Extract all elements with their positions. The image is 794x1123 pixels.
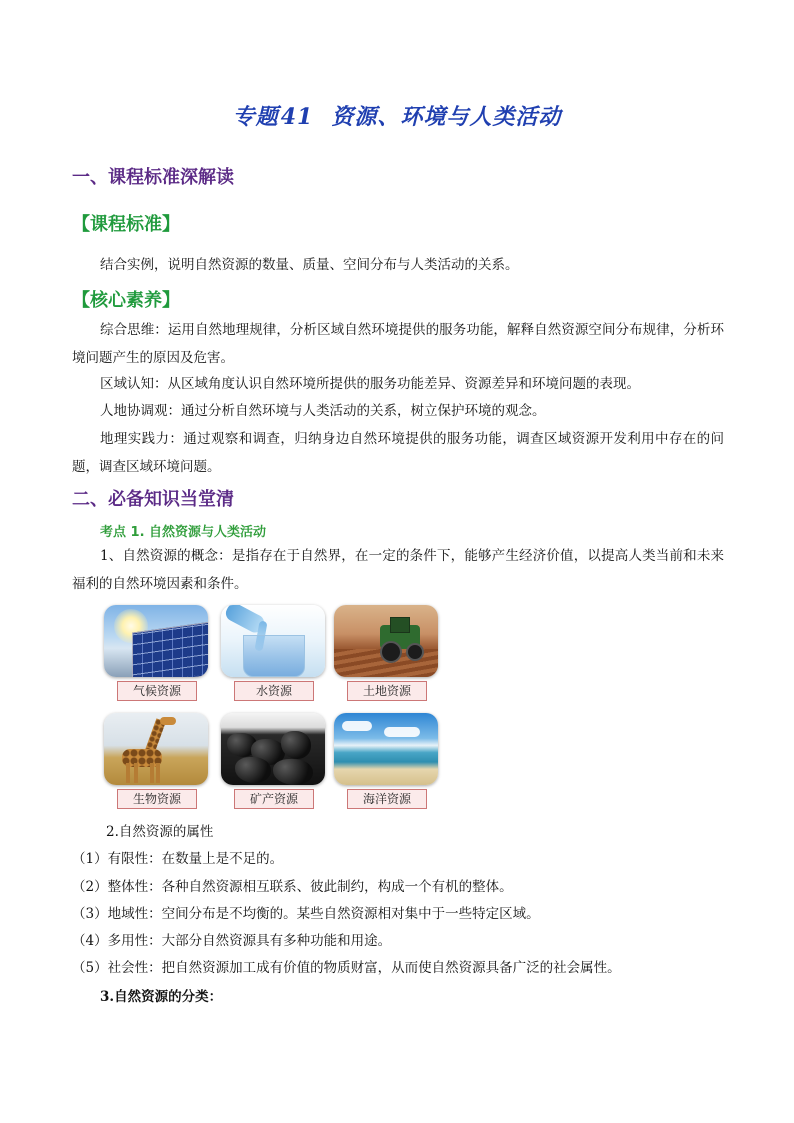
section2-heading: 二、必备知识当堂清 <box>72 489 234 510</box>
literacy-line-1: 综合思维：运用自然地理规律，分析区域自然环境提供的服务功能，解释自然资源空间分布规律，分析环境问题产生的原因及危害。 <box>72 322 724 366</box>
literacy-line-2: 区域认知：从区域角度认识自然环境所提供的服务功能差异、资源差异和环境问题的表现。 <box>100 376 640 392</box>
standard-text: 结合实例，说明自然资源的数量、质量、空间分布与人类活动的关系。 <box>100 257 519 273</box>
section1-heading: 一、课程标准深解读 <box>72 167 234 188</box>
resource-ocean <box>334 713 440 809</box>
literacy-line-3: 人地协调观：通过分析自然环境与人类活动的关系，树立保护环境的观念。 <box>100 403 546 419</box>
attr-item: （5）社会性：把自然资源加工成有价值的物质财富，从而使自然资源具备广泛的社会属性。 <box>72 960 621 976</box>
literacy-line-4: 地理实践力：通过观察和调查，归纳身边自然环境提供的服务功能，调查区域资源开发利用中存在的问题，调查区域环境问题。 <box>72 431 724 475</box>
attr-item: （2）整体性：各种自然资源相互联系、彼此制约，构成一个有机的整体。 <box>72 879 513 895</box>
literacy-label: 【核心素养】 <box>72 290 180 311</box>
resource-label: 生物资源 <box>117 789 197 809</box>
attr-item: （4）多用性：大部分自然资源具有多种功能和用途。 <box>72 933 392 949</box>
water-glass-image <box>221 605 325 677</box>
resource-label: 水资源 <box>234 681 314 701</box>
resource-label: 矿产资源 <box>234 789 314 809</box>
attr-item: （3）地域性：空间分布是不均衡的。某些自然资源相对集中于一些特定区域。 <box>72 906 540 922</box>
resource-label: 海洋资源 <box>347 789 427 809</box>
resource-land <box>334 605 440 701</box>
solar-panel-image <box>104 605 208 677</box>
resource-bio <box>104 713 210 809</box>
kaodian-title: 考点 1. 自然资源与人类活动 <box>100 525 267 540</box>
giraffe-image <box>104 713 208 785</box>
attr-title: 2.自然资源的属性 <box>106 824 214 840</box>
page-title <box>0 100 794 131</box>
standard-label: 【课程标准】 <box>72 214 180 235</box>
concept-text: 1、自然资源的概念：是指存在于自然界，在一定的条件下，能够产生经济价值，以提高人类当前和未来福利的自然环境因素和条件。 <box>72 548 724 592</box>
title-prefix: 专题 <box>232 104 279 130</box>
resource-climate <box>104 605 210 701</box>
title-text: 资源、环境与人类活动 <box>331 104 562 130</box>
resource-image-grid <box>104 605 444 815</box>
class-title: 3.自然资源的分类： <box>100 989 223 1005</box>
coal-image <box>221 713 325 785</box>
resource-label: 气候资源 <box>117 681 197 701</box>
resource-label: 土地资源 <box>347 681 427 701</box>
attr-item: （1）有限性：在数量上是不足的。 <box>72 851 284 867</box>
title-number: 41 <box>280 104 314 130</box>
resource-mineral <box>221 713 327 809</box>
tractor-field-image <box>334 605 438 677</box>
resource-water <box>221 605 327 701</box>
beach-image <box>334 713 438 785</box>
